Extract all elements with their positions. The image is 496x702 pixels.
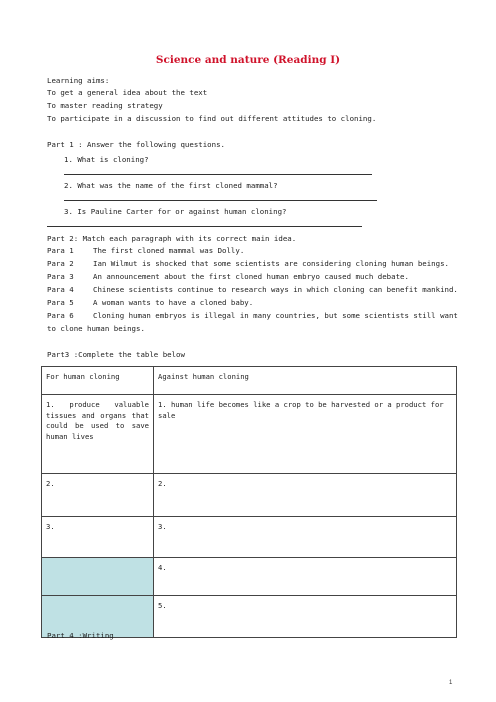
part4-heading: Part 4 :Writing: [47, 631, 114, 640]
page-title: Science and nature (Reading Ⅰ): [155, 54, 341, 66]
para-text: Cloning human embryos is illegal in many countries, but some scientists still want: [93, 311, 458, 320]
para-row: [47, 259, 449, 269]
para-label: Para 5: [47, 298, 74, 307]
against-cell[interactable]: 4.: [154, 558, 457, 596]
para-row: [47, 298, 253, 308]
for-cell[interactable]: 3.: [42, 517, 154, 558]
aim-item: To get a general idea about the text: [47, 88, 208, 97]
against-cell[interactable]: 1. human life becomes like a crop to be harvested or a product for sale: [154, 395, 457, 474]
para-text: Ian Wilmut is shocked that some scientists are considering cloning human beings.: [93, 259, 449, 268]
question: 3. Is Pauline Carter for or against human cloning?: [64, 207, 287, 216]
answer-line: [64, 174, 372, 175]
header-against: Against human cloning: [154, 367, 457, 395]
answer-line: [64, 200, 377, 201]
para-label: Para 2: [47, 259, 74, 268]
para-continuation: to clone human beings.: [47, 324, 145, 333]
page-number: 1: [449, 680, 453, 686]
para-text: A woman wants to have a cloned baby.: [93, 298, 254, 307]
against-cell[interactable]: 3.: [154, 517, 457, 558]
part3-heading: Part3 :Complete the table below: [47, 350, 185, 359]
against-cell[interactable]: 2.: [154, 474, 457, 517]
aim-item: To master reading strategy: [47, 101, 163, 110]
para-label: Para 1: [47, 246, 74, 255]
aims-heading: Learning aims:: [47, 76, 110, 85]
para-label: Para 3: [47, 272, 74, 281]
against-cell[interactable]: 5.: [154, 596, 457, 638]
cloning-table: [41, 366, 457, 638]
table-row: [42, 474, 457, 517]
question: 1. What is cloning?: [64, 155, 149, 164]
part2-heading: Part 2: Match each paragraph with its correct main idea.: [47, 234, 297, 243]
para-row: [47, 246, 244, 256]
para-text: Chinese scientists continue to research ways in which cloning can benefit mankind.: [93, 285, 458, 294]
para-text: The first cloned mammal was Dolly.: [93, 246, 245, 255]
table-row: [42, 558, 457, 596]
para-label: Para 6: [47, 311, 74, 320]
para-label: Para 4: [47, 285, 74, 294]
question: 2. What was the name of the first cloned mammal?: [64, 181, 278, 190]
for-cell[interactable]: 1. produce valuable tissues and organs that could be used to save human lives: [42, 395, 154, 474]
part1-heading: Part 1 : Answer the following questions.: [47, 140, 225, 149]
para-row: [47, 285, 458, 295]
table-header-row: [42, 367, 457, 395]
answer-line: [47, 226, 362, 227]
table-row: [42, 395, 457, 474]
for-cell[interactable]: 2.: [42, 474, 154, 517]
para-text: An announcement about the first cloned human embryo caused much debate.: [93, 272, 409, 281]
table-row: [42, 517, 457, 558]
header-for: For human cloning: [42, 367, 154, 395]
para-row: [47, 311, 458, 321]
aim-item: To participate in a discussion to find out different attitudes to cloning.: [47, 114, 377, 123]
shaded-cell: [42, 558, 154, 596]
para-row: [47, 272, 409, 282]
